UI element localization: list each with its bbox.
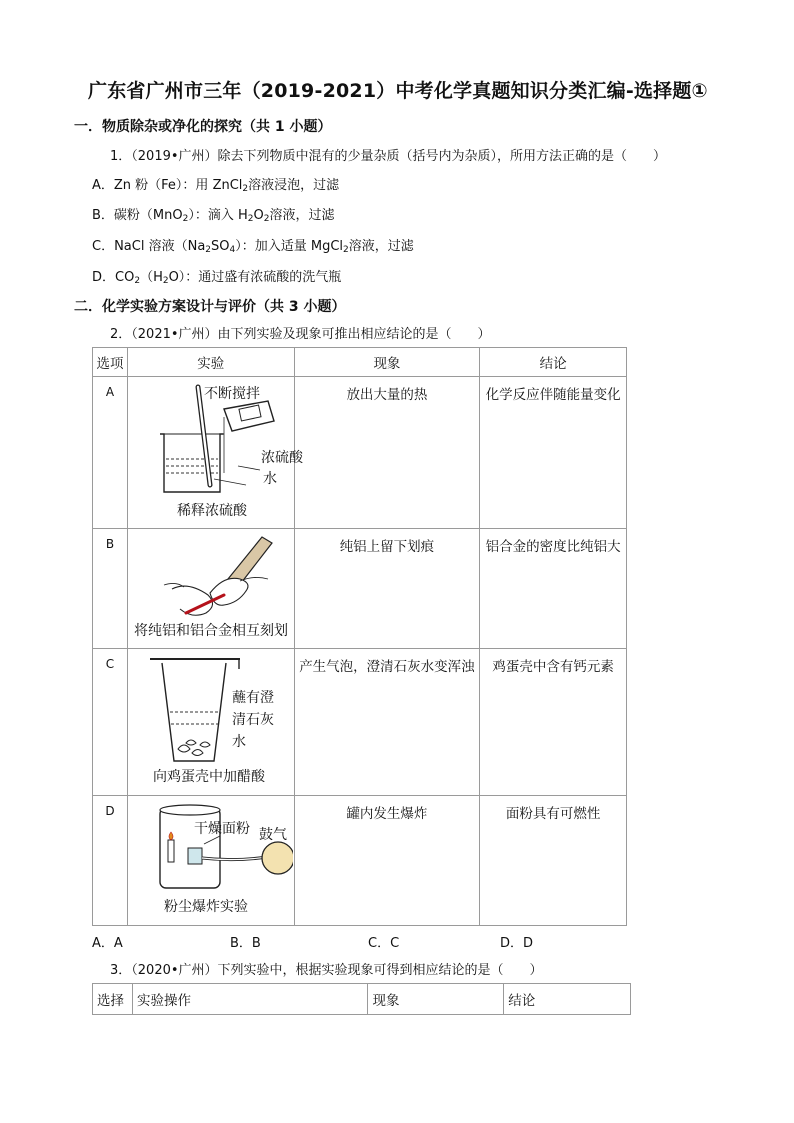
conclusion-c: 鸡蛋壳中含有钙元素 xyxy=(480,649,627,796)
row-letter: C xyxy=(93,649,128,796)
label-flour: 干燥面粉 xyxy=(193,821,250,837)
row-letter: D xyxy=(93,796,128,926)
q1-option-b: B．碳粉（MnO$_2$）：滴入 $H_2O_2$溶液，过滤 xyxy=(92,208,335,224)
row-letter: B xyxy=(93,529,128,649)
phenomenon-b: 纯铝上留下划痕 xyxy=(294,529,480,649)
label-conc-acid: 浓硫酸 xyxy=(260,450,303,466)
q3-header-operation: 实验操作 xyxy=(132,984,368,1015)
experiment-cell-a xyxy=(127,377,303,529)
label-water: 水 xyxy=(262,471,277,487)
question-2-stem: 2．（2021•广州）由下列实验及现象可推出相应结论的是（ ） xyxy=(110,327,491,342)
conclusion-a: 化学反应伴随能量变化 xyxy=(480,377,627,529)
q2-answer-c: C．C xyxy=(368,936,400,951)
caption-c: 向鸡蛋壳中加醋酸 xyxy=(152,769,265,785)
question-1-stem: 1．（2019•广州）除去下列物质中混有的少量杂质（括号内为杂质），所用方法正确的是（ ） xyxy=(110,149,667,164)
question-3-stem: 3．（2020•广州）下列实验中，根据实验现象可得到相应结论的是（ ） xyxy=(110,963,543,978)
q1-option-d: D．$CO_2(H_2O)$：通过盛有浓硫酸的洗气瓶 xyxy=(92,270,342,286)
row-letter: A xyxy=(93,377,128,529)
q1-option-a: A．Zn 粉（Fe）：用 ZnCl$_2$溶液浸泡，过滤 xyxy=(92,178,340,194)
header-experiment: 实验 xyxy=(127,348,294,377)
q2-answer-a: A．A xyxy=(92,936,123,951)
q3-header-phenomenon: 现象 xyxy=(368,984,504,1015)
table-row xyxy=(93,649,627,796)
label-lime-2: 清石灰 xyxy=(231,712,274,728)
q2-header-row xyxy=(93,348,627,377)
label-lime-3: 水 xyxy=(231,734,246,750)
label-air: 鼓气 xyxy=(258,827,287,843)
q2-answer-d: D．D xyxy=(500,936,534,951)
table-row xyxy=(93,529,627,649)
phenomenon-d: 罐内发生爆炸 xyxy=(294,796,480,926)
label-stir: 不断搅拌 xyxy=(203,386,260,402)
phenomenon-c: 产生气泡，澄清石灰水变浑浊 xyxy=(294,649,480,796)
caption-d: 粉尘爆炸实验 xyxy=(163,899,248,915)
conclusion-d: 面粉具有可燃性 xyxy=(480,796,627,926)
q1-option-c: C．NaCl 溶液$(Na_2SO_4)$：加入适量 MgCl$_2$溶液，过滤 xyxy=(92,239,414,255)
q2-answer-b: B．B xyxy=(230,936,261,951)
phenomenon-a: 放出大量的热 xyxy=(294,377,480,529)
section-heading-1: 一．物质除杂或净化的探究（共 1 小题） xyxy=(74,119,332,135)
experiment-cell-c xyxy=(127,649,294,796)
q3-header-conclusion: 结论 xyxy=(504,984,631,1015)
caption-a: 稀释浓硫酸 xyxy=(176,503,247,519)
experiment-cell-d xyxy=(127,796,294,926)
header-phenomenon: 现象 xyxy=(294,348,480,377)
header-conclusion: 结论 xyxy=(480,348,627,377)
conclusion-b: 铝合金的密度比纯铝大 xyxy=(480,529,627,649)
q3-header-row xyxy=(93,984,631,1015)
q2-table xyxy=(92,347,627,926)
header-option: 选项 xyxy=(93,348,128,377)
table-row xyxy=(93,377,627,529)
section-heading-2: 二．化学实验方案设计与评价（共 3 小题） xyxy=(74,299,346,315)
label-lime-1: 蘸有澄 xyxy=(231,690,274,706)
q3-table xyxy=(92,983,631,1015)
q3-header-select: 选择 xyxy=(93,984,133,1015)
experiment-cell-b xyxy=(127,529,294,649)
caption-b: 将纯铝和铝合金相互刻划 xyxy=(133,623,288,639)
page-title: 广东省广州市三年（2019-2021）中考化学真题知识分类汇编-选择题① xyxy=(88,80,708,102)
table-row xyxy=(93,796,627,926)
